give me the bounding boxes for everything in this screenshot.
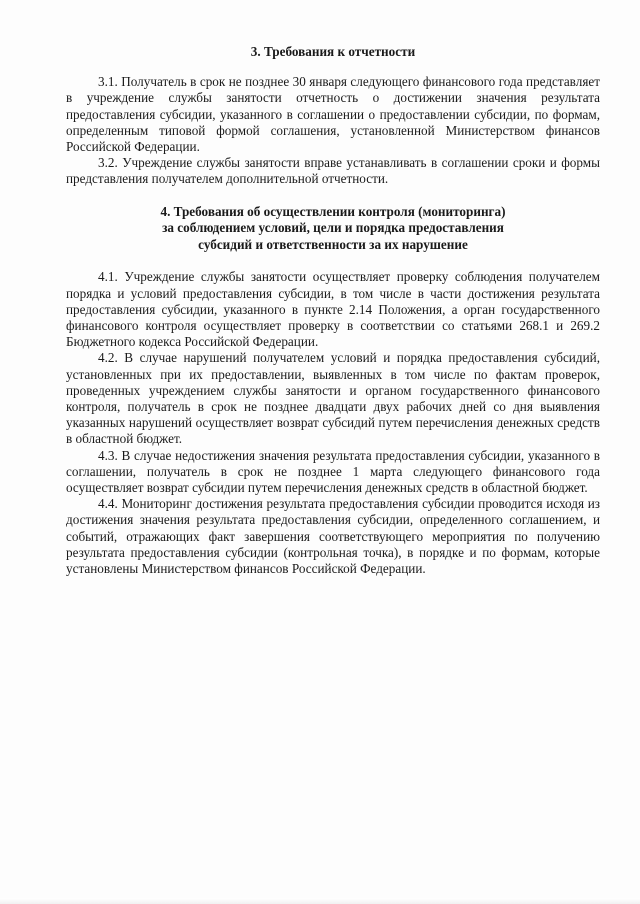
paragraph-4-2: 4.2. В случае нарушений получателем условий и порядка предоставления субсидий, установленных при их предоставлении, выявленных в том числе по фактам проверок, проведенных учреждением службы занятости и органом государственного финансового контроля, получатель в срок не позднее двадцати двух рабочих дней со дня выявления указанных нарушений осуществляет возврат субсидий путем перечисления денежных средств в областной бюджет.: [66, 350, 600, 447]
section-4-title-line: за соблюдением условий, цели и порядка предоставления: [162, 220, 504, 236]
paragraph-3-1: 3.1. Получатель в срок не позднее 30 января следующего финансового года представляет в учреждение службы занятости отчетность о достижении значения результата предоставления субсидии, указанного в соглашении о предоставлении субсидии, по формам, определенным типовой формой соглашения, установленной Министерством финансов Российской Федерации.: [66, 74, 600, 155]
paragraph-3-2: 3.2. Учреждение службы занятости вправе устанавливать в соглашении сроки и формы представления получателем дополнительной отчетности.: [66, 155, 600, 187]
section-4-title-line: субсидий и ответственности за их нарушение: [198, 236, 468, 252]
scan-edge: [0, 898, 640, 904]
paragraph-4-4: 4.4. Мониторинг достижения результата предоставления субсидии проводится исходя из достижения значения результата предоставления субсидии, определенного соглашением, и событий, отражающих факт завершения соответствующего мероприятия по получению результата предоставления субсидии (контрольная точка), в порядке и по формам, которые установлены Министерством финансов Российской Федерации.: [66, 496, 600, 577]
document-body: [66, 44, 600, 577]
paragraph-4-3: 4.3. В случае недостижения значения результата предоставления субсидии, указанного в соглашении, получатель в срок не позднее 1 марта следующего финансового года осуществляет возврат субсидии путем перечисления денежных средств в областной бюджет.: [66, 447, 600, 496]
section-4-title-line: 4. Требования об осуществлении контроля (мониторинга): [160, 203, 506, 219]
section-3-title: 3. Требования к отчетности: [250, 44, 416, 59]
section-4-title: [66, 204, 600, 254]
paragraph-4-1: 4.1. Учреждение службы занятости осуществляет проверку соблюдения получателем порядка и условий предоставления субсидии, в том числе в части достижения результата предоставления субсидии, указанного в пункте 2.14 Положения, а орган государственного финансового контроля осуществляет проверку в соответствии со статьями 268.1 и 269.2 Бюджетного кодекса Российской Федерации.: [66, 269, 600, 350]
